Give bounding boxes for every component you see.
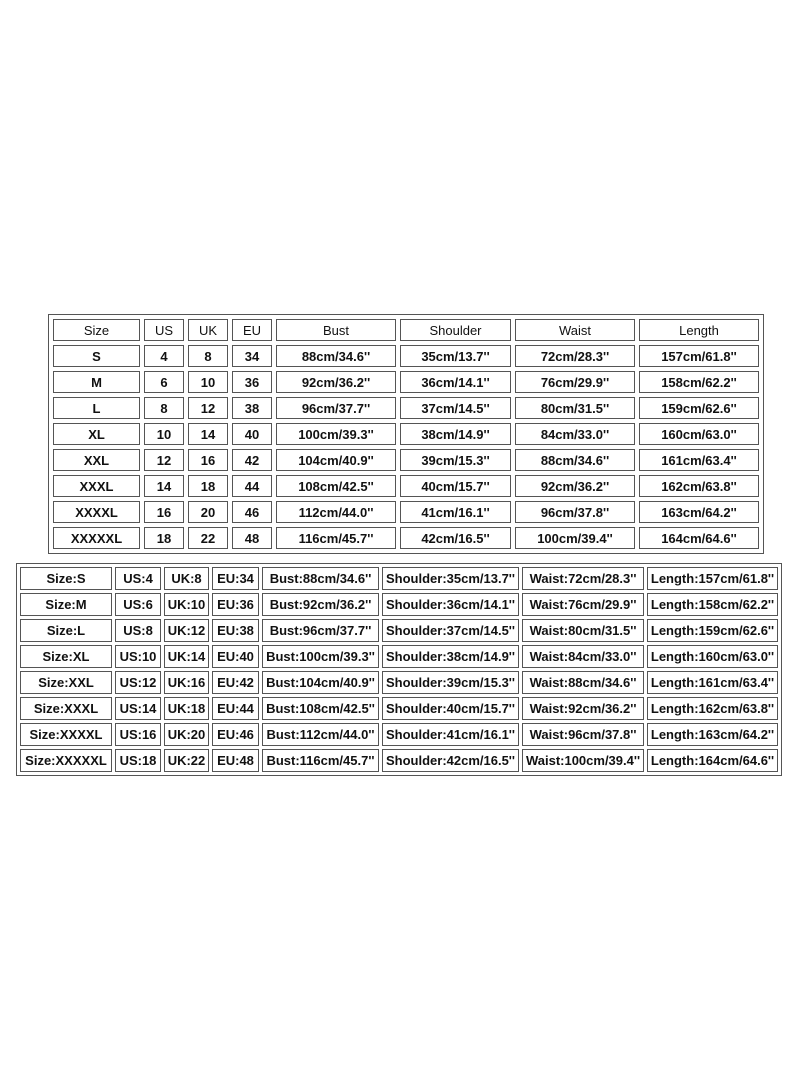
table-cell: Waist:72cm/28.3'' <box>522 567 644 590</box>
table-cell: 92cm/36.2'' <box>276 371 396 393</box>
table-cell: 80cm/31.5'' <box>515 397 635 419</box>
table-cell: 34 <box>232 345 272 367</box>
table-cell: Waist:92cm/36.2'' <box>522 697 644 720</box>
table-cell: UK:8 <box>164 567 209 590</box>
table-cell: Size:XXXXXL <box>20 749 112 772</box>
table-cell: XXL <box>53 449 140 471</box>
table-cell: 40 <box>232 423 272 445</box>
table-cell: XL <box>53 423 140 445</box>
table-cell: 161cm/63.4'' <box>639 449 759 471</box>
table-cell: EU:38 <box>212 619 259 642</box>
table-cell: 10 <box>188 371 228 393</box>
table-row <box>53 475 759 497</box>
table-cell: Shoulder:39cm/15.3'' <box>382 671 519 694</box>
table-cell: EU:40 <box>212 645 259 668</box>
table-cell: Size:M <box>20 593 112 616</box>
table-cell: 157cm/61.8'' <box>639 345 759 367</box>
table-row <box>53 345 759 367</box>
table-row <box>20 723 778 746</box>
column-header: Waist <box>515 319 635 341</box>
table-cell: 48 <box>232 527 272 549</box>
table-cell: Waist:76cm/29.9'' <box>522 593 644 616</box>
column-header: Shoulder <box>400 319 511 341</box>
table-cell: XXXXXL <box>53 527 140 549</box>
table-cell: Length:160cm/63.0'' <box>647 645 778 668</box>
table-cell: 163cm/64.2'' <box>639 501 759 523</box>
table-cell: 40cm/15.7'' <box>400 475 511 497</box>
table-cell: Bust:92cm/36.2'' <box>262 593 379 616</box>
table-row <box>20 645 778 668</box>
table-cell: 46 <box>232 501 272 523</box>
table-cell: 4 <box>144 345 184 367</box>
table-cell: UK:14 <box>164 645 209 668</box>
table-cell: US:14 <box>115 697 161 720</box>
table-cell: 159cm/62.6'' <box>639 397 759 419</box>
table-cell: Length:164cm/64.6'' <box>647 749 778 772</box>
table-cell: UK:16 <box>164 671 209 694</box>
table-cell: 92cm/36.2'' <box>515 475 635 497</box>
table-cell: Shoulder:36cm/14.1'' <box>382 593 519 616</box>
table-cell: EU:34 <box>212 567 259 590</box>
column-header: Length <box>639 319 759 341</box>
table-cell: 100cm/39.4'' <box>515 527 635 549</box>
table-cell: US:16 <box>115 723 161 746</box>
table-cell: US:6 <box>115 593 161 616</box>
table-cell: EU:36 <box>212 593 259 616</box>
table-cell: Shoulder:42cm/16.5'' <box>382 749 519 772</box>
table-row <box>20 593 778 616</box>
table-cell: 20 <box>188 501 228 523</box>
table-cell: Length:159cm/62.6'' <box>647 619 778 642</box>
table-row <box>20 619 778 642</box>
table-cell: Waist:96cm/37.8'' <box>522 723 644 746</box>
table-cell: UK:22 <box>164 749 209 772</box>
table-cell: Size:XXL <box>20 671 112 694</box>
table-cell: 84cm/33.0'' <box>515 423 635 445</box>
table-cell: 88cm/34.6'' <box>515 449 635 471</box>
table-cell: Bust:100cm/39.3'' <box>262 645 379 668</box>
table-cell: US:8 <box>115 619 161 642</box>
column-header: Bust <box>276 319 396 341</box>
table-cell: Size:S <box>20 567 112 590</box>
table-cell: 38 <box>232 397 272 419</box>
table-cell: 162cm/63.8'' <box>639 475 759 497</box>
table-row <box>53 527 759 549</box>
table-row <box>53 397 759 419</box>
table-cell: Bust:88cm/34.6'' <box>262 567 379 590</box>
table-cell: Waist:88cm/34.6'' <box>522 671 644 694</box>
table-row <box>53 501 759 523</box>
table-row <box>20 697 778 720</box>
table-cell: 36cm/14.1'' <box>400 371 511 393</box>
table-cell: Length:157cm/61.8'' <box>647 567 778 590</box>
table-cell: 16 <box>144 501 184 523</box>
table-cell: 38cm/14.9'' <box>400 423 511 445</box>
table-row <box>53 449 759 471</box>
table-row <box>53 423 759 445</box>
table-cell: 22 <box>188 527 228 549</box>
table-cell: 37cm/14.5'' <box>400 397 511 419</box>
table-cell: 35cm/13.7'' <box>400 345 511 367</box>
table-cell: M <box>53 371 140 393</box>
table-cell: Shoulder:38cm/14.9'' <box>382 645 519 668</box>
table-cell: 104cm/40.9'' <box>276 449 396 471</box>
table-cell: Bust:112cm/44.0'' <box>262 723 379 746</box>
table-cell: S <box>53 345 140 367</box>
table-cell: 164cm/64.6'' <box>639 527 759 549</box>
table-cell: 36 <box>232 371 272 393</box>
table-cell: US:12 <box>115 671 161 694</box>
table-cell: UK:20 <box>164 723 209 746</box>
table-cell: XXXL <box>53 475 140 497</box>
table-cell: Length:161cm/63.4'' <box>647 671 778 694</box>
table-cell: Size:XL <box>20 645 112 668</box>
table-cell: US:10 <box>115 645 161 668</box>
table-cell: Length:162cm/63.8'' <box>647 697 778 720</box>
column-header: Size <box>53 319 140 341</box>
table-cell: 6 <box>144 371 184 393</box>
column-header: EU <box>232 319 272 341</box>
table-cell: UK:10 <box>164 593 209 616</box>
table-cell: 8 <box>144 397 184 419</box>
table-cell: 10 <box>144 423 184 445</box>
table-cell: Waist:80cm/31.5'' <box>522 619 644 642</box>
size-chart-labeled-table <box>16 563 782 776</box>
table-row <box>53 371 759 393</box>
table-cell: EU:48 <box>212 749 259 772</box>
column-header: UK <box>188 319 228 341</box>
table-cell: 14 <box>188 423 228 445</box>
table-cell: XXXXL <box>53 501 140 523</box>
table-cell: 41cm/16.1'' <box>400 501 511 523</box>
table-cell: Shoulder:35cm/13.7'' <box>382 567 519 590</box>
table-cell: 18 <box>188 475 228 497</box>
table-cell: Waist:84cm/33.0'' <box>522 645 644 668</box>
table-cell: Size:L <box>20 619 112 642</box>
table-cell: 8 <box>188 345 228 367</box>
table-cell: EU:42 <box>212 671 259 694</box>
table-cell: 42cm/16.5'' <box>400 527 511 549</box>
table-cell: Shoulder:41cm/16.1'' <box>382 723 519 746</box>
table-cell: Length:158cm/62.2'' <box>647 593 778 616</box>
table-cell: 100cm/39.3'' <box>276 423 396 445</box>
table-cell: 12 <box>144 449 184 471</box>
column-header: US <box>144 319 184 341</box>
table-cell: 96cm/37.7'' <box>276 397 396 419</box>
table-cell: 12 <box>188 397 228 419</box>
table-cell: US:4 <box>115 567 161 590</box>
table-cell: Bust:116cm/45.7'' <box>262 749 379 772</box>
table-cell: Size:XXXXL <box>20 723 112 746</box>
table-cell: Size:XXXL <box>20 697 112 720</box>
table-cell: UK:12 <box>164 619 209 642</box>
table-cell: US:18 <box>115 749 161 772</box>
table-cell: 76cm/29.9'' <box>515 371 635 393</box>
table-cell: 88cm/34.6'' <box>276 345 396 367</box>
table-cell: Waist:100cm/39.4'' <box>522 749 644 772</box>
table-cell: L <box>53 397 140 419</box>
table-row <box>20 671 778 694</box>
table-cell: 18 <box>144 527 184 549</box>
table-cell: 16 <box>188 449 228 471</box>
table-cell: 14 <box>144 475 184 497</box>
table-row <box>20 567 778 590</box>
table-cell: 160cm/63.0'' <box>639 423 759 445</box>
table-cell: Length:163cm/64.2'' <box>647 723 778 746</box>
table-cell: 42 <box>232 449 272 471</box>
table-row <box>20 749 778 772</box>
table-cell: EU:44 <box>212 697 259 720</box>
table-cell: Bust:104cm/40.9'' <box>262 671 379 694</box>
table-cell: 96cm/37.8'' <box>515 501 635 523</box>
table-cell: 44 <box>232 475 272 497</box>
table-header-row <box>53 319 759 341</box>
table-cell: 72cm/28.3'' <box>515 345 635 367</box>
table-cell: 39cm/15.3'' <box>400 449 511 471</box>
table-cell: 158cm/62.2'' <box>639 371 759 393</box>
size-chart-table <box>48 314 764 554</box>
table-cell: 108cm/42.5'' <box>276 475 396 497</box>
table-cell: 116cm/45.7'' <box>276 527 396 549</box>
table-cell: UK:18 <box>164 697 209 720</box>
table-cell: Shoulder:37cm/14.5'' <box>382 619 519 642</box>
table-cell: 112cm/44.0'' <box>276 501 396 523</box>
table-cell: Shoulder:40cm/15.7'' <box>382 697 519 720</box>
table-cell: Bust:96cm/37.7'' <box>262 619 379 642</box>
table-cell: Bust:108cm/42.5'' <box>262 697 379 720</box>
table-cell: EU:46 <box>212 723 259 746</box>
